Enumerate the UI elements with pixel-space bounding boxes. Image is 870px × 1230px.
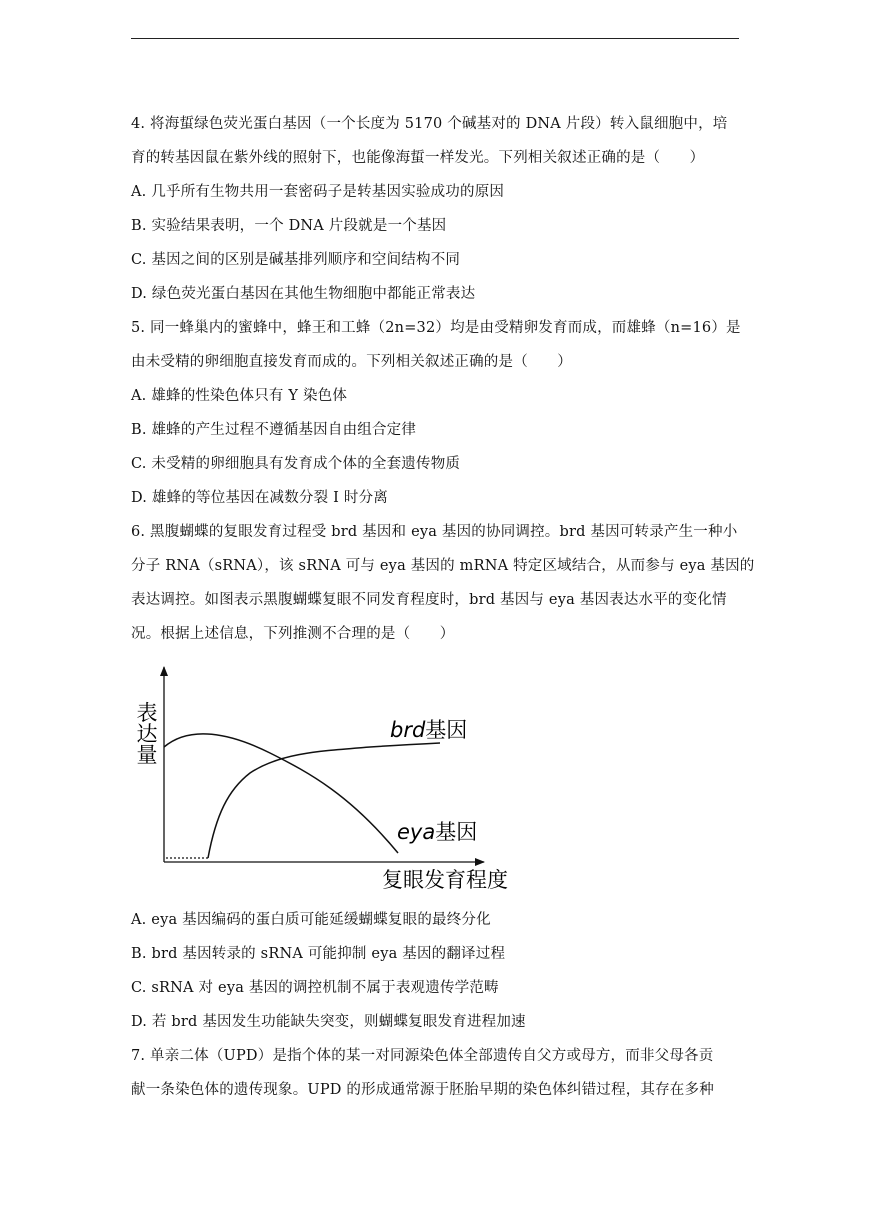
q4-option-a: A. 几乎所有生物共用一套密码子是转基因实验成功的原因	[131, 184, 505, 200]
brd-gene-suffix: 基因	[425, 718, 468, 742]
header-rule	[131, 38, 739, 39]
x-axis-label: 复眼发育程度	[382, 868, 508, 892]
y-axis-label: 表达量	[134, 701, 158, 765]
q6-expression-figure	[120, 655, 540, 900]
brd-italic: brd	[390, 718, 426, 742]
eya-label	[397, 820, 477, 844]
q4-option-c: C. 基因之间的区别是碱基排列顺序和空间结构不同	[131, 252, 461, 268]
brd-label	[390, 718, 467, 742]
eya-italic: eya	[397, 820, 436, 844]
q7-stem-line2: 献一条染色体的遗传现象。UPD 的形成通常源于胚胎早期的染色体纠错过程，其存在多种	[131, 1082, 714, 1098]
q5-stem-line1: 5. 同一蜂巢内的蜜蜂中，蜂王和工蜂（2n=32）均是由受精卵发育而成，而雄蜂（n=16）是	[131, 320, 741, 336]
expression-diagram	[120, 655, 540, 900]
q4-stem-line2: 育的转基因鼠在紫外线的照射下，也能像海蜇一样发光。下列相关叙述正确的是（ ）	[131, 150, 705, 166]
q5-option-d: D. 雄蜂的等位基因在减数分裂 I 时分离	[131, 490, 388, 506]
q6-option-b: B. brd 基因转录的 sRNA 可能抑制 eya 基因的翻译过程	[131, 946, 506, 962]
q7-stem-line1: 7. 单亲二体（UPD）是指个体的某一对同源染色体全部遗传自父方或母方，而非父母各贡	[131, 1048, 714, 1064]
eya-curve	[164, 734, 398, 853]
q5-option-c: C. 未受精的卵细胞具有发育成个体的全套遗传物质	[131, 456, 461, 472]
q5-option-a: A. 雄蜂的性染色体只有 Y 染色体	[131, 388, 348, 404]
q5-option-b: B. 雄蜂的产生过程不遵循基因自由组合定律	[131, 422, 417, 438]
q4-option-d: D. 绿色荧光蛋白基因在其他生物细胞中都能正常表达	[131, 286, 476, 302]
q6-stem-line2: 分子 RNA（sRNA），该 sRNA 可与 eya 基因的 mRNA 特定区域结合，从而参与 eya 基因的	[131, 558, 755, 574]
eya-gene-suffix: 基因	[435, 820, 478, 844]
q4-stem-line1: 4. 将海蜇绿色荧光蛋白基因（一个长度为 5170 个碱基对的 DNA 片段）转入鼠细胞中，培	[131, 116, 728, 132]
q6-stem-line4: 况。根据上述信息，下列推测不合理的是（ ）	[131, 626, 455, 642]
q6-stem-line3: 表达调控。如图表示黑腹蝴蝶复眼不同发育程度时，brd 基因与 eya 基因表达水平的变化情	[131, 592, 727, 608]
q6-stem-line1: 6. 黑腹蝴蝶的复眼发育过程受 brd 基因和 eya 基因的协同调控。brd 基因可转录产生一种小	[131, 524, 738, 540]
q6-option-c: C. sRNA 对 eya 基因的调控机制不属于表观遗传学范畴	[131, 980, 499, 996]
q6-option-d: D. 若 brd 基因发生功能缺失突变，则蝴蝶复眼发育进程加速	[131, 1014, 526, 1030]
q6-option-a: A. eya 基因编码的蛋白质可能延缓蝴蝶复眼的最终分化	[131, 912, 491, 928]
q4-option-b: B. 实验结果表明，一个 DNA 片段就是一个基因	[131, 218, 447, 234]
q5-stem-line2: 由未受精的卵细胞直接发育而成的。下列相关叙述正确的是（ ）	[131, 354, 572, 370]
